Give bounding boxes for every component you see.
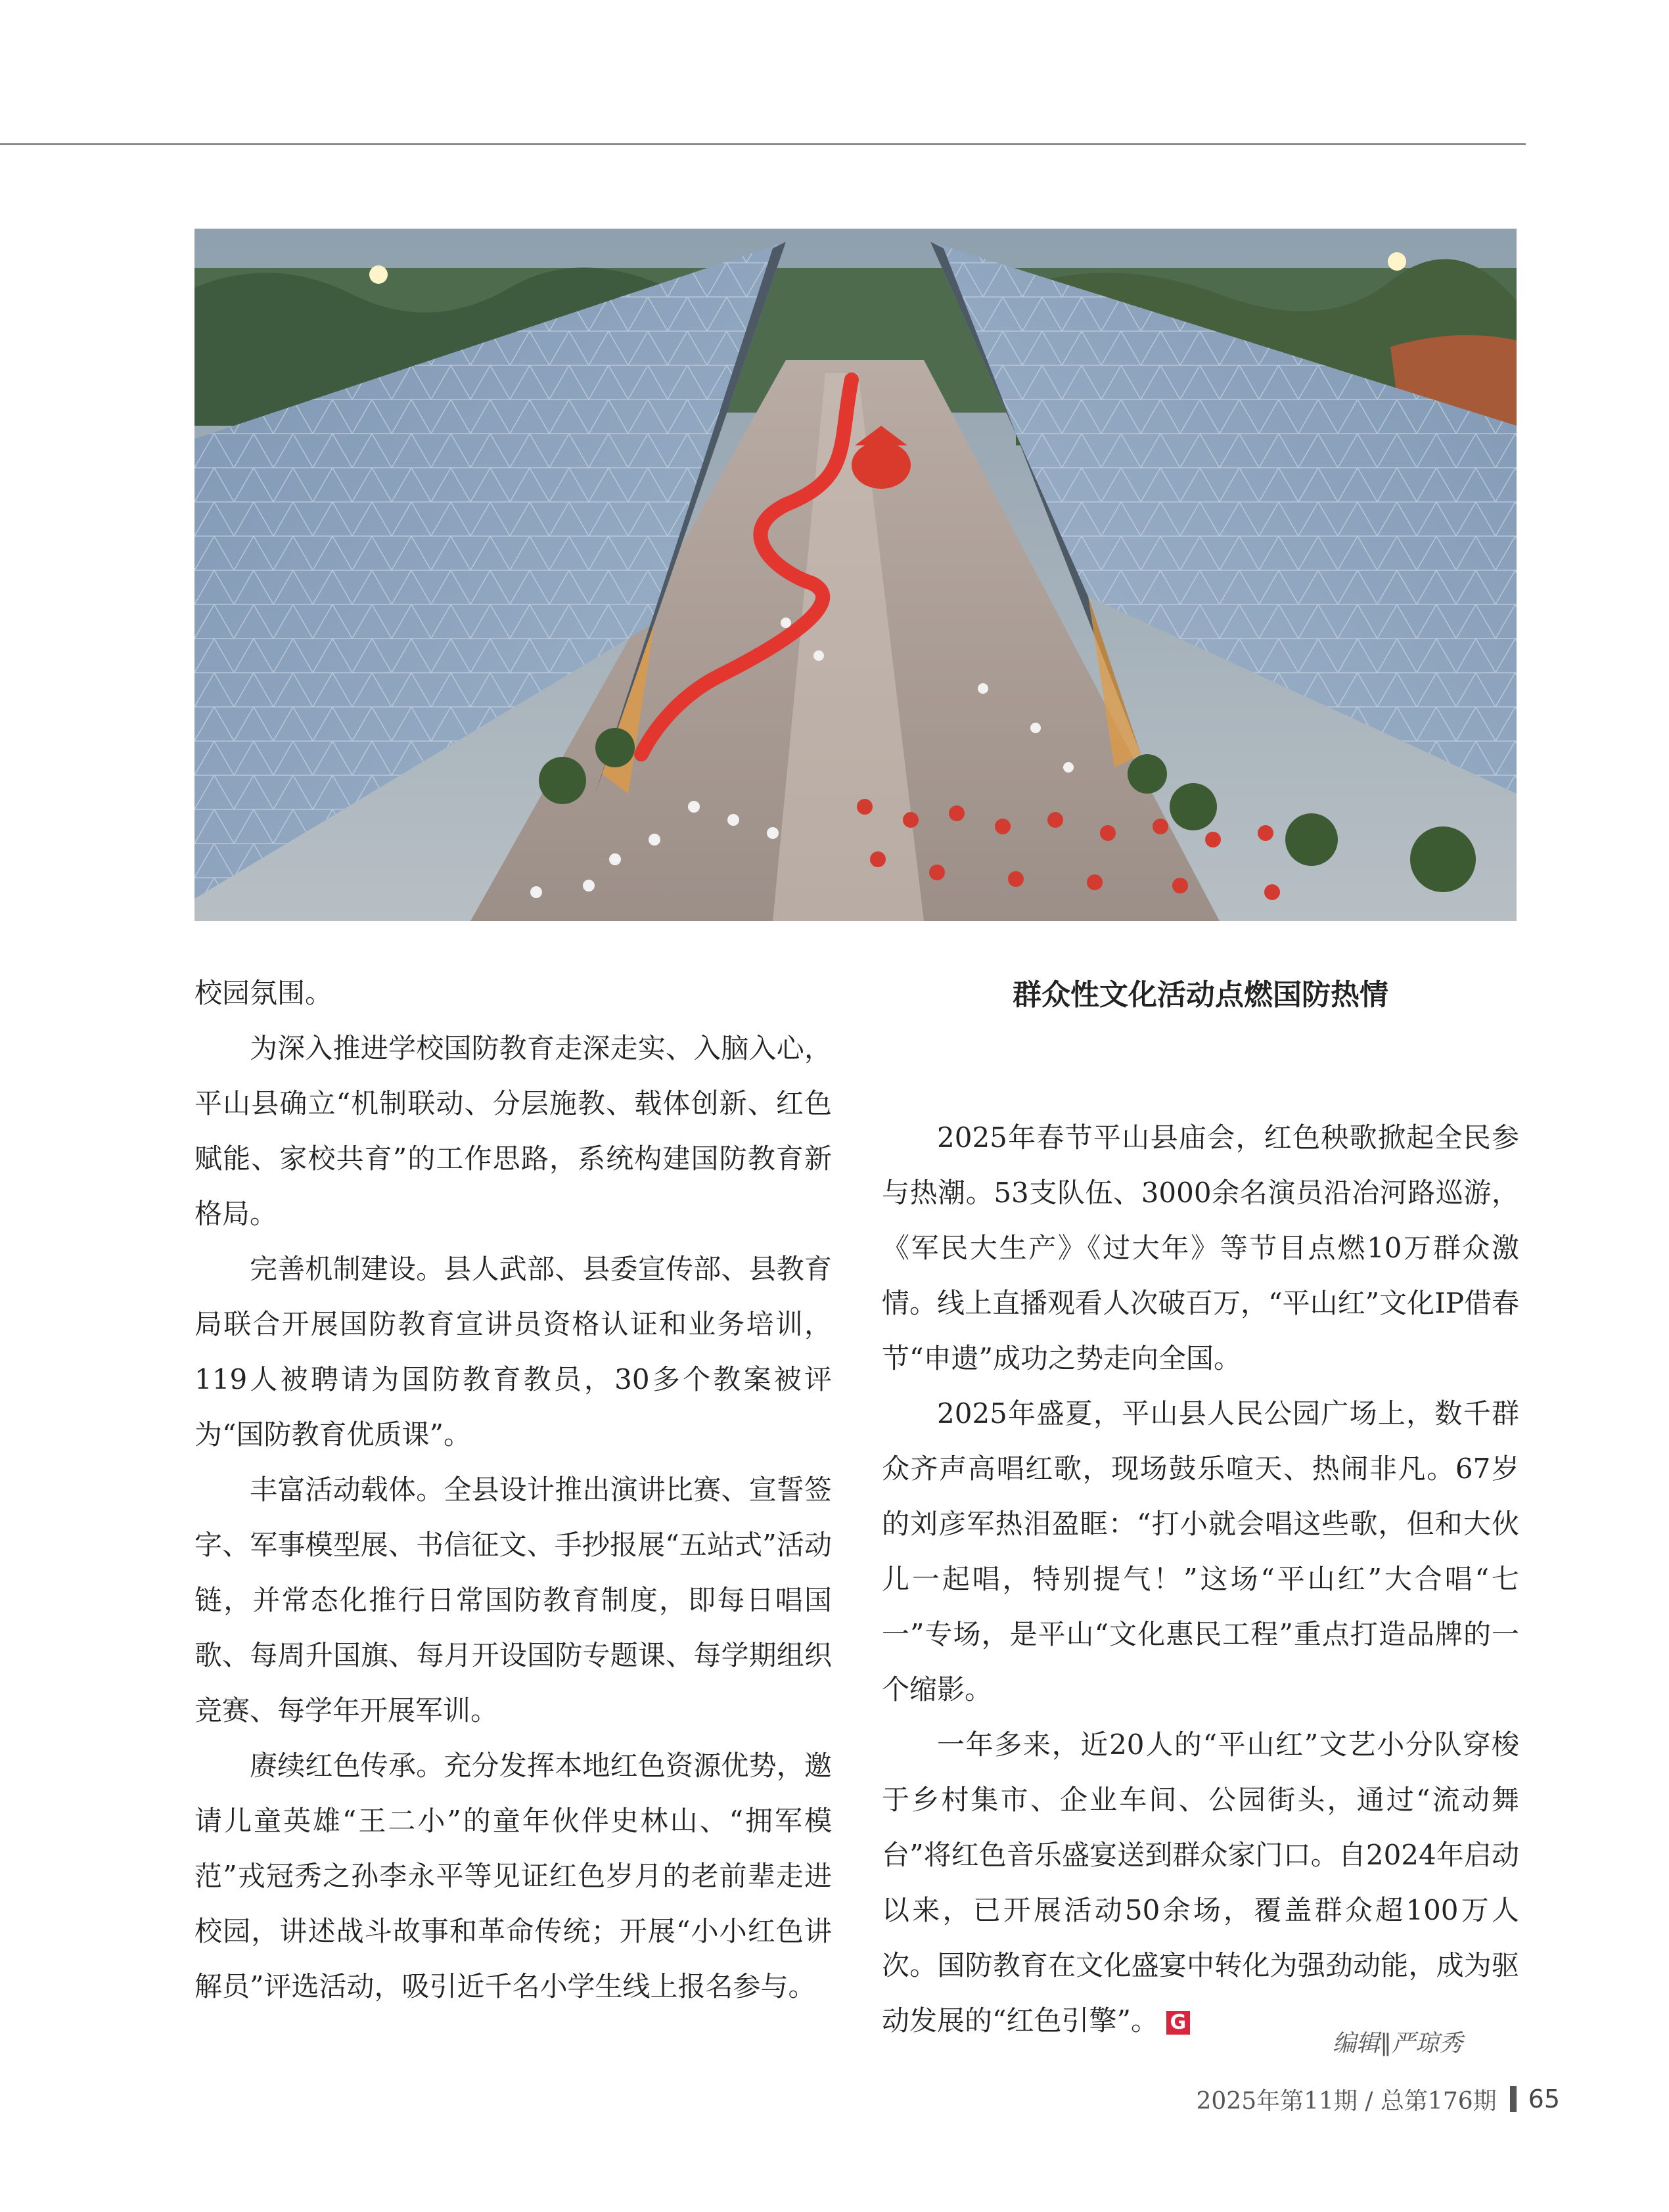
section-heading: 群众性文化活动点燃国防热情 — [1013, 978, 1388, 1012]
paragraph: 为深入推进学校国防教育走深走实、入脑入心，平山县确立“机制联动、分层施教、载体创新、红色赋能、家校共育”的工作思路，系统构建国防教育新格局。 — [194, 1032, 832, 1230]
page-footer — [1196, 2083, 1560, 2115]
editor-credit: 编辑∥严琼秀 — [1333, 2030, 1463, 2057]
issue-info: 2025年第11期 / 总第176期 — [1196, 2087, 1497, 2115]
paragraph: 2025年盛夏，平山县人民公园广场上，数千群众齐声高唱红歌，现场鼓乐喧天、热闹非凡。67岁的刘彦军热泪盈眶：“打小就会唱这些歌，但和大伙儿一起唱，特别提气！”这场“平山红”大合唱“七一”专场，是平山“文化惠民工程”重点打造品牌的一个缩影。 — [882, 1397, 1519, 1705]
aerial-photo — [194, 229, 1517, 921]
paragraph: 丰富活动载体。全县设计推出演讲比赛、宣誓签字、军事模型展、书信征文、手抄报展“五站式”活动链，并常态化推行日常国防教育制度，即每日唱国歌、每周升国旗、每月开设国防专题课、每学期组织竞赛、每学年开展军训。 — [194, 1474, 832, 1727]
top-rule — [0, 143, 1526, 145]
left-column — [194, 966, 832, 2014]
paragraph: 2025年春节平山县庙会，红色秧歌掀起全民参与热潮。53支队伍、3000余名演员沿冶河路巡游，《军民大生产》《过大年》等节目点燃10万群众激情。线上直播观看人次破百万，“平山红”文化IP借春节“申遗”成功之势走向全国。 — [882, 1121, 1519, 1374]
aerial-photo-illustration — [194, 229, 1517, 921]
footer-divider — [1510, 2086, 1517, 2112]
paragraph-text: 一年多来，近20人的“平山红”文艺小分队穿梭于乡村集市、企业车间、公园街头，通过“流动舞台”将红色音乐盛宴送到群众家门口。自2024年启动以来，已开展活动50余场，覆盖群众超100万人次。国防教育在文化盛宴中转化为强劲动能，成为驱动发展的“红色引擎”。 — [882, 1728, 1519, 2037]
paragraph: 赓续红色传承。充分发挥本地红色资源优势，邀请儿童英雄“王二小”的童年伙伴史林山、“拥军模范”戎冠秀之孙李永平等见证红色岁月的老前辈走进校园，讲述战斗故事和革命传统；开展“小小红色讲解员”评选活动，吸引近千名小学生线上报名参与。 — [194, 1749, 832, 2002]
page-number: 65 — [1528, 2085, 1560, 2113]
paragraph — [882, 1717, 1519, 2048]
paragraph: 校园氛围。 — [194, 977, 333, 1009]
paragraph: 完善机制建设。县人武部、县委宣传部、县教育局联合开展国防教育宣讲员资格认证和业务培训，119人被聘请为国防教育教员，30多个教案被评为“国防教育优质课”。 — [194, 1253, 832, 1451]
right-column — [882, 966, 1519, 2048]
end-mark-icon: G — [1166, 2011, 1190, 2035]
